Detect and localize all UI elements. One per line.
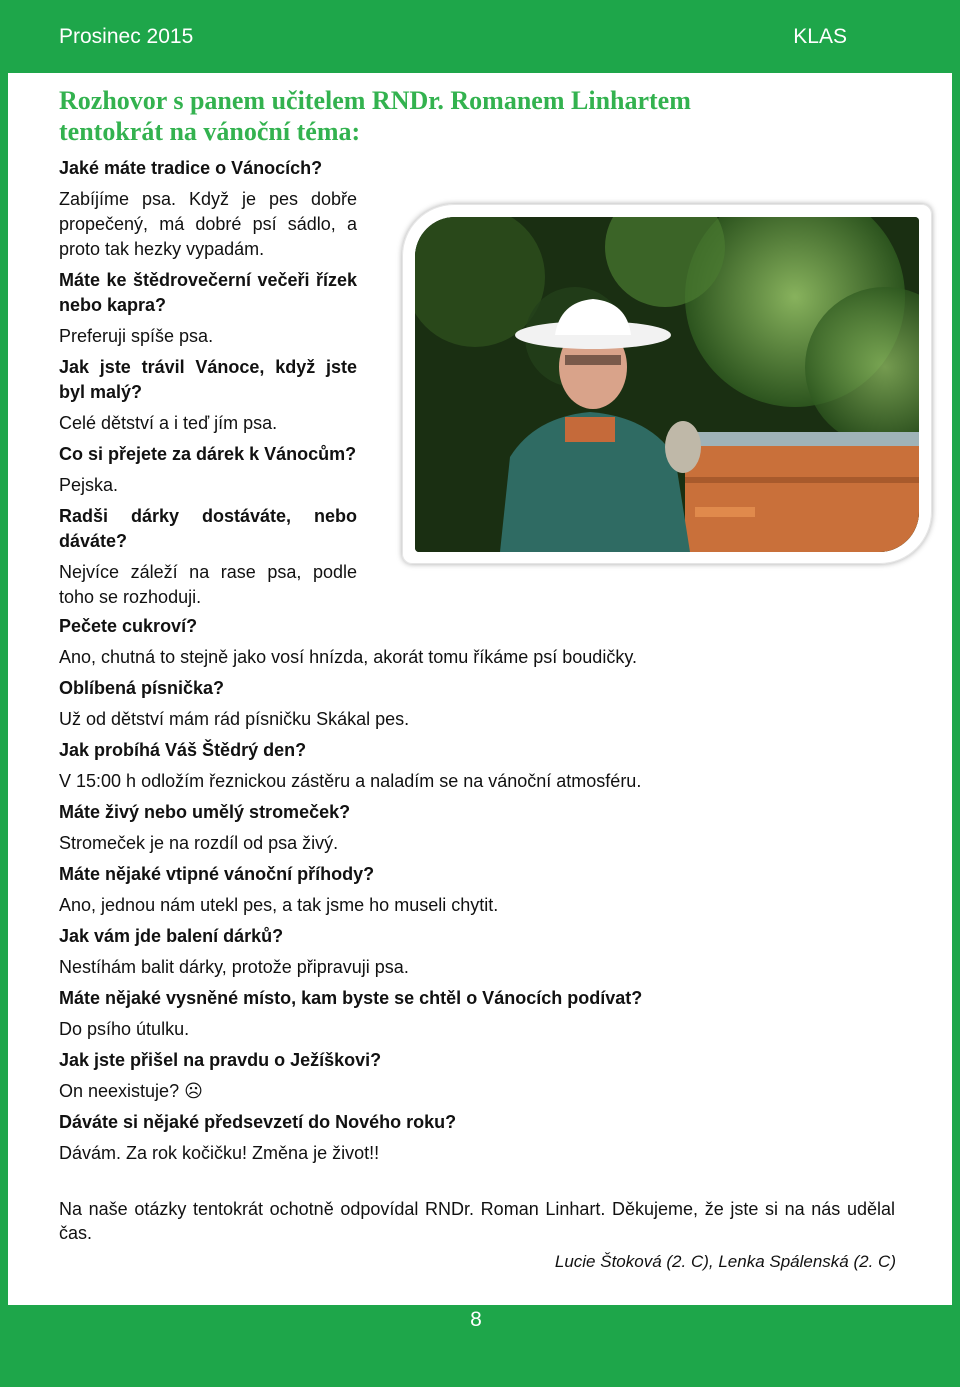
author-signature: Lucie Štoková (2. C), Lenka Spálenská (2. C) <box>554 1252 896 1271</box>
answer: Do psího útulku. <box>59 1019 190 1039</box>
answer: Už od dětství mám rád písničku Skákal pes. <box>59 709 410 729</box>
question: Pečete cukroví? <box>59 616 198 636</box>
header-magazine-name: KLAS <box>793 25 847 48</box>
answer: Preferuji spíše psa. <box>59 326 214 346</box>
question: Jak jste přišel na pravdu o Ježíškovi? <box>59 1050 382 1070</box>
question: Jak probíhá Váš Štědrý den? <box>59 740 307 760</box>
page-number: 8 <box>470 1308 482 1331</box>
beekeeper-photo <box>415 217 919 552</box>
question: Jak vám jde balení dárků? <box>59 926 284 946</box>
qa-block-1 <box>59 156 357 610</box>
answer: Stromeček je na rozdíl od psa živý. <box>59 833 339 853</box>
answer: Zabíjíme psa. Když je pes dobře propečený, má dobré psí sádlo, a proto tak hezky vypadám. <box>59 189 357 259</box>
question: Máte ke štědrovečerní večeři řízek nebo kapra? <box>59 270 357 315</box>
photo-illustration <box>415 217 919 552</box>
question: Radši dárky dostáváte, nebo dáváte? <box>59 506 357 551</box>
answer: Nestíhám balit dárky, protože připravuji psa. <box>59 957 409 977</box>
answer: Celé dětství a i teď jím psa. <box>59 413 278 433</box>
question: Jaké máte tradice o Vánocích? <box>59 158 323 178</box>
question: Co si přejete za dárek k Vánocům? <box>59 444 357 464</box>
qa-block-2 <box>59 614 895 1166</box>
question: Dáváte si nějaké předsevzetí do Nového roku? <box>59 1112 457 1132</box>
answer: V 15:00 h odložím řeznickou zástěru a naladím se na vánoční atmosféru. <box>59 771 642 791</box>
question: Jak jste trávil Vánoce, když jste byl malý? <box>59 357 357 402</box>
question: Máte nějaké vtipné vánoční příhody? <box>59 864 375 884</box>
answer: Ano, jednou nám utekl pes, a tak jsme ho museli chytit. <box>59 895 499 915</box>
question: Oblíbená písnička? <box>59 678 225 698</box>
answer: Dávám. Za rok kočičku! Změna je život!! <box>59 1143 380 1163</box>
answer: Ano, chutná to stejně jako vosí hnízda, akorát tomu říkáme psí boudičky. <box>59 647 637 667</box>
answer: Nejvíce záleží na rase psa, podle toho se rozhoduji. <box>59 562 357 607</box>
header-date: Prosinec 2015 <box>59 25 194 48</box>
answer: Pejska. <box>59 475 119 495</box>
question: Máte nějaké vysněné místo, kam byste se chtěl o Vánocích podívat? <box>59 988 643 1008</box>
closing-note: Na naše otázky tentokrát ochotně odpovídal RNDr. Roman Linhart. Děkujeme, že jste si na nás udělal čas. <box>59 1199 895 1243</box>
article-title: Rozhovor s panem učitelem RNDr. Romanem Linhartem tentokrát na vánoční téma: <box>59 86 691 146</box>
question: Máte živý nebo umělý stromeček? <box>59 802 351 822</box>
answer: On neexistuje? ☹ <box>59 1081 203 1101</box>
